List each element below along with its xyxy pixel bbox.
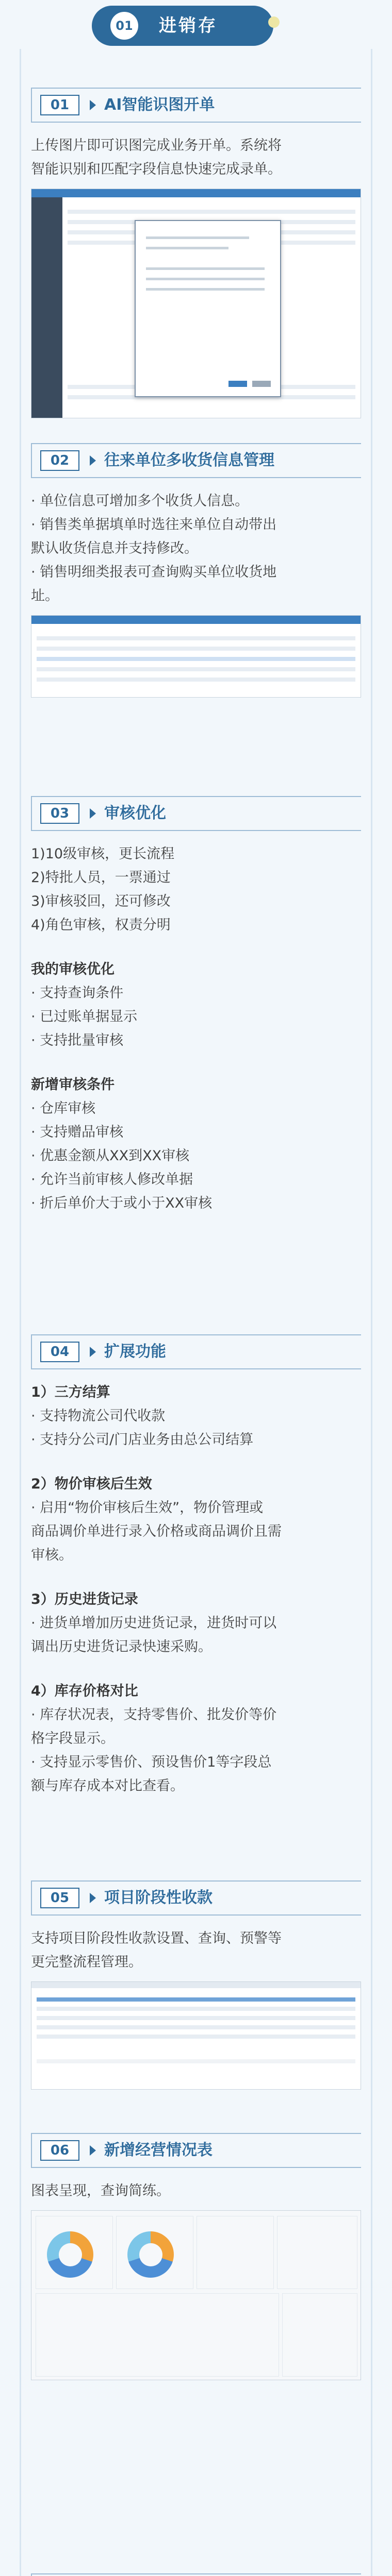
spacer: [31, 1567, 361, 1588]
header-dot-decoration: [268, 16, 280, 28]
triangle-icon: [90, 1893, 96, 1903]
triangle-icon: [90, 2145, 96, 2156]
triangle-icon: [90, 1347, 96, 1357]
section-import-export: [31, 2573, 361, 2576]
left-rail-decoration: [20, 49, 21, 2576]
section-body: [31, 489, 361, 608]
section-body: [31, 2179, 361, 2203]
body-text-line: 2)特批人员，一票通过: [31, 870, 171, 886]
body-text-line: 更完整流程管理。: [31, 1954, 142, 1970]
body-text-line: · 允许当前审核人修改单据: [31, 1172, 193, 1188]
body-text-line: 图表呈现，查询简练。: [31, 2183, 170, 2199]
spacer: [31, 937, 361, 958]
section-number: 04: [40, 1342, 79, 1362]
triangle-icon: [90, 100, 96, 110]
section-header: [31, 88, 361, 123]
right-rail-decoration: [371, 49, 372, 2576]
screenshot-ai-scan: [31, 189, 361, 418]
body-text-line: · 单位信息可增加多个收货人信息。: [31, 493, 249, 509]
body-text-line: · 销售类单据填单时选往来单位自动带出: [31, 517, 277, 533]
section-audit: [31, 796, 361, 1215]
section-ai-scan: [31, 88, 361, 418]
header-number: 01: [110, 12, 138, 40]
body-text-line: · 销售明细类报表可查询购买单位收货地: [31, 564, 277, 580]
body-text-line: 智能识别和匹配字段信息快速完成录单。: [31, 161, 282, 177]
body-text-line: 默认收货信息并支持修改。: [31, 540, 198, 556]
section-number: 01: [40, 95, 79, 115]
section-title: 项目阶段性收款: [104, 1889, 213, 1907]
body-text-line: 支持项目阶段性收款设置、查询、预警等: [31, 1930, 282, 1946]
body-text-line: · 已过账单据显示: [31, 1009, 138, 1025]
header-title: 进销存: [159, 15, 218, 36]
section-number: 06: [40, 2140, 79, 2161]
section-multi-receiver: [31, 443, 361, 698]
subheading: 3）历史进货记录: [31, 1591, 138, 1607]
body-text-line: · 支持赠品审核: [31, 1124, 124, 1140]
section-header: [31, 796, 361, 831]
section-title: 新增经营情况表: [104, 2141, 213, 2159]
section-body: [31, 1927, 361, 1974]
body-text-line: · 仓库审核: [31, 1100, 96, 1116]
body-text-line: 审核。: [31, 1547, 73, 1563]
section-number: 03: [40, 803, 79, 824]
header-pill: [92, 6, 273, 46]
spacer: [31, 1452, 361, 1472]
screenshot-receiver: [31, 615, 361, 698]
spacer: [31, 1659, 361, 1680]
body-text-line: · 支持查询条件: [31, 985, 124, 1001]
section-header: [31, 2573, 361, 2576]
subheading: 4）库存价格对比: [31, 1683, 138, 1699]
section-title: 扩展功能: [104, 1343, 166, 1361]
body-text-line: · 支持物流公司代收款: [31, 1408, 166, 1424]
section-header: [31, 1334, 361, 1369]
subheading: 2）物价审核后生效: [31, 1476, 152, 1492]
section-body: [31, 134, 361, 181]
section-title: 审核优化: [104, 804, 166, 822]
triangle-icon: [90, 808, 96, 819]
section-title: 往来单位多收货信息管理: [104, 451, 274, 469]
section-header: [31, 443, 361, 478]
body-text-line: 址。: [31, 588, 59, 604]
body-text-line: · 支持分公司/门店业务由总公司结算: [31, 1432, 254, 1448]
body-text-line: 4)角色审核，权责分明: [31, 917, 171, 933]
screenshot-business-report: [31, 2210, 361, 2380]
section-extensions: [31, 1334, 361, 1798]
screenshot-project-payment: [31, 1981, 361, 2090]
body-text-line: · 进货单增加历史进货记录，进货时可以: [31, 1615, 277, 1631]
section-business-report: [31, 2133, 361, 2380]
section-header: [31, 2133, 361, 2168]
body-text-line: · 启用“物价审核后生效”，物价管理或: [31, 1500, 264, 1516]
section-body: [31, 842, 361, 1215]
body-text-line: · 折后单价大于或小于XX审核: [31, 1195, 213, 1211]
section-header: [31, 1880, 361, 1916]
body-text-line: 格字段显示。: [31, 1731, 115, 1747]
section-number: 05: [40, 1888, 79, 1908]
body-text-line: 调出历史进货记录快速采购。: [31, 1639, 212, 1655]
subheading: 新增审核条件: [31, 1077, 115, 1093]
section-number: 02: [40, 450, 79, 471]
body-text-line: · 优惠金额从XX到XX审核: [31, 1148, 190, 1164]
body-text-line: 上传图片即可识图完成业务开单。系统将: [31, 138, 282, 154]
subheading: 1）三方结算: [31, 1384, 110, 1400]
body-text-line: 1)10级审核，更长流程: [31, 846, 175, 862]
page-header: [0, 0, 392, 49]
section-project-payment: [31, 1880, 361, 2090]
section-body: [31, 1381, 361, 1798]
spacer: [31, 1053, 361, 1073]
triangle-icon: [90, 455, 96, 466]
body-text-line: · 支持显示零售价、预设售价1等字段总: [31, 1754, 272, 1770]
subheading: 我的审核优化: [31, 961, 115, 977]
body-text-line: · 库存状况表，支持零售价、批发价等价: [31, 1707, 277, 1723]
body-text-line: · 支持批量审核: [31, 1032, 124, 1048]
body-text-line: 额与库存成本对比查看。: [31, 1778, 184, 1794]
body-text-line: 商品调价单进行录入价格或商品调价且需: [31, 1523, 282, 1539]
section-title: AI智能识图开单: [104, 96, 215, 114]
body-text-line: 3)审核驳回，还可修改: [31, 893, 171, 909]
